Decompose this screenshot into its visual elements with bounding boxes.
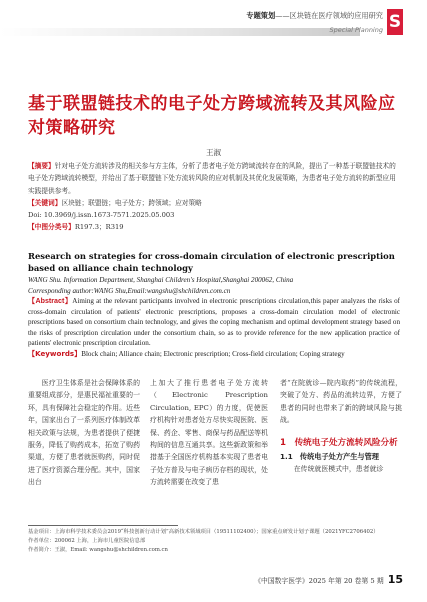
english-title: Research on strategies for cross-domain circulation of electronic prescription based on alliance chain technology bbox=[28, 251, 395, 273]
footnote bbox=[28, 528, 400, 554]
page-number: 15 bbox=[387, 573, 403, 586]
abstract-label: 【摘要】 bbox=[28, 162, 55, 170]
abstract-en bbox=[28, 296, 400, 349]
article-title: 基于联盟链技术的电子处方跨域流转及其风险应对策略研究 bbox=[28, 94, 396, 138]
subsection-heading-1-1: 1.1 传统电子处方产生与管理 bbox=[280, 451, 379, 461]
running-header bbox=[0, 8, 427, 38]
body-column-1: 医疗卫生体系是社会保障体系的重要组成部分，是惠民福祉重要的一环，具有保障社会稳定的作用。近些年，国家出台了一系列医疗体制改革相关政策与法规，为患者提供了便捷服务，降低了购药成本，拓宽了购药渠道，方便了患者就医购药，同时促进了医疗资源合理分配。其中，国家出台 bbox=[28, 379, 140, 487]
section-badge: S bbox=[387, 9, 403, 35]
journal-name: 《中国数字医学》2025 年第 20 卷第 5 期 bbox=[254, 577, 384, 585]
header-gradient-bar bbox=[0, 28, 360, 36]
abstract-en-label: 【Abstract】 bbox=[28, 297, 73, 305]
body-column-3 bbox=[280, 377, 402, 475]
clc-row bbox=[28, 221, 400, 233]
page-footer bbox=[254, 573, 403, 586]
keywords-text: 区块链；联盟链；电子处方；跨领域；应对策略 bbox=[61, 198, 202, 207]
section-heading-1: 1 传统电子处方流转风险分析 bbox=[280, 437, 398, 448]
header-section-name: 专题策划 bbox=[246, 11, 276, 20]
chinese-abstract-block bbox=[28, 160, 400, 234]
header-section-line bbox=[246, 11, 383, 21]
corresponding-author: Corresponding author:WANG Shu,Email:wangshu@shchildren.com.cn bbox=[28, 286, 231, 295]
keywords-zh bbox=[28, 197, 400, 209]
article-author: 王淑 bbox=[206, 148, 221, 157]
footnote-unit: 作者单位：200062 上海，上海市儿童医院信息部 bbox=[28, 537, 146, 544]
english-abstract-block bbox=[28, 275, 400, 359]
header-section-en: Special Planning bbox=[329, 26, 383, 34]
body-column-3-after: 在传统就医模式中，患者就诊 bbox=[293, 464, 384, 473]
doi: Doi: 10.3969/j.issn.1673-7571.2025.05.003 bbox=[28, 211, 175, 220]
keywords-en-label: 【Keywords】 bbox=[28, 348, 82, 358]
header-topic: ——区块链在医疗领域的应用研究 bbox=[275, 11, 383, 20]
footnote-fund: 基金项目：上海市科学技术委员会2019“科技创新行动计划”高新技术领域项目（19511102400）；国家重点研发计划子课题（2021YFC2706402） bbox=[28, 529, 379, 535]
keywords-en bbox=[28, 349, 400, 360]
abstract-en-text: Aiming at the relevant participants involved in electronic prescriptions circulation,this paper analyzes the risks of cross-domain circulation of patients' electronic prescriptions, proposes a cross-domain circulation model of electronic prescriptions based on consortium chain technology, and gives the coping mechanism and optimal development strategy based on the risks of prescription circulation under the consortium chain, so as to provide reference for the new application practice of patients' electronic prescription circulation. bbox=[28, 297, 400, 347]
footnote-divider bbox=[28, 525, 178, 526]
footnote-author: 作者简介：王淑，Email: wangshu@shchildren.com.cn bbox=[28, 546, 168, 553]
body-column-3-para: 者“在院就诊—院内取药”的传统流程，突破了处方、药品的流转边界，方便了患者的同时也带来了新的跨域风险与挑战。 bbox=[280, 379, 402, 425]
body-column-2: 上加大了推行患者电子处方流转（Electronic Prescription Circulation, EPC）的力度，促使医疗机构针对患者处方尽快实现医院、医保、药企、零售、商保与药品配送等机构间的信息互通共享。这些新政策和举措基于全国医疗机构基本实现了患者电子处方普及与电子病历存档的现状，处方流转需要在改变了患 bbox=[150, 379, 268, 487]
abstract-text: 针对电子处方流转涉及的相关参与方主体，分析了患者电子处方跨域流转存在的风险，提出了一种基于联盟链技术的电子处方跨域流转模型，并给出了基于联盟链下处方流转风险的应对机制及其优化发展策略，为患者电子处方流转的新型应用实践提供参考。 bbox=[28, 162, 396, 195]
clc-text: R197.3；R319 bbox=[74, 223, 124, 232]
abstract-zh bbox=[28, 160, 400, 197]
clc-label: 【中图分类号】 bbox=[28, 223, 75, 232]
keywords-label: 【关键词】 bbox=[28, 198, 62, 207]
keywords-en-text: Block chain; Alliance chain; Electronic prescription; Cross-field circulation; Coping strategy bbox=[81, 349, 345, 358]
english-author-line: WANG Shu. Information Department, Shanghai Children's Hospital,Shanghai 200062, China bbox=[28, 276, 294, 284]
